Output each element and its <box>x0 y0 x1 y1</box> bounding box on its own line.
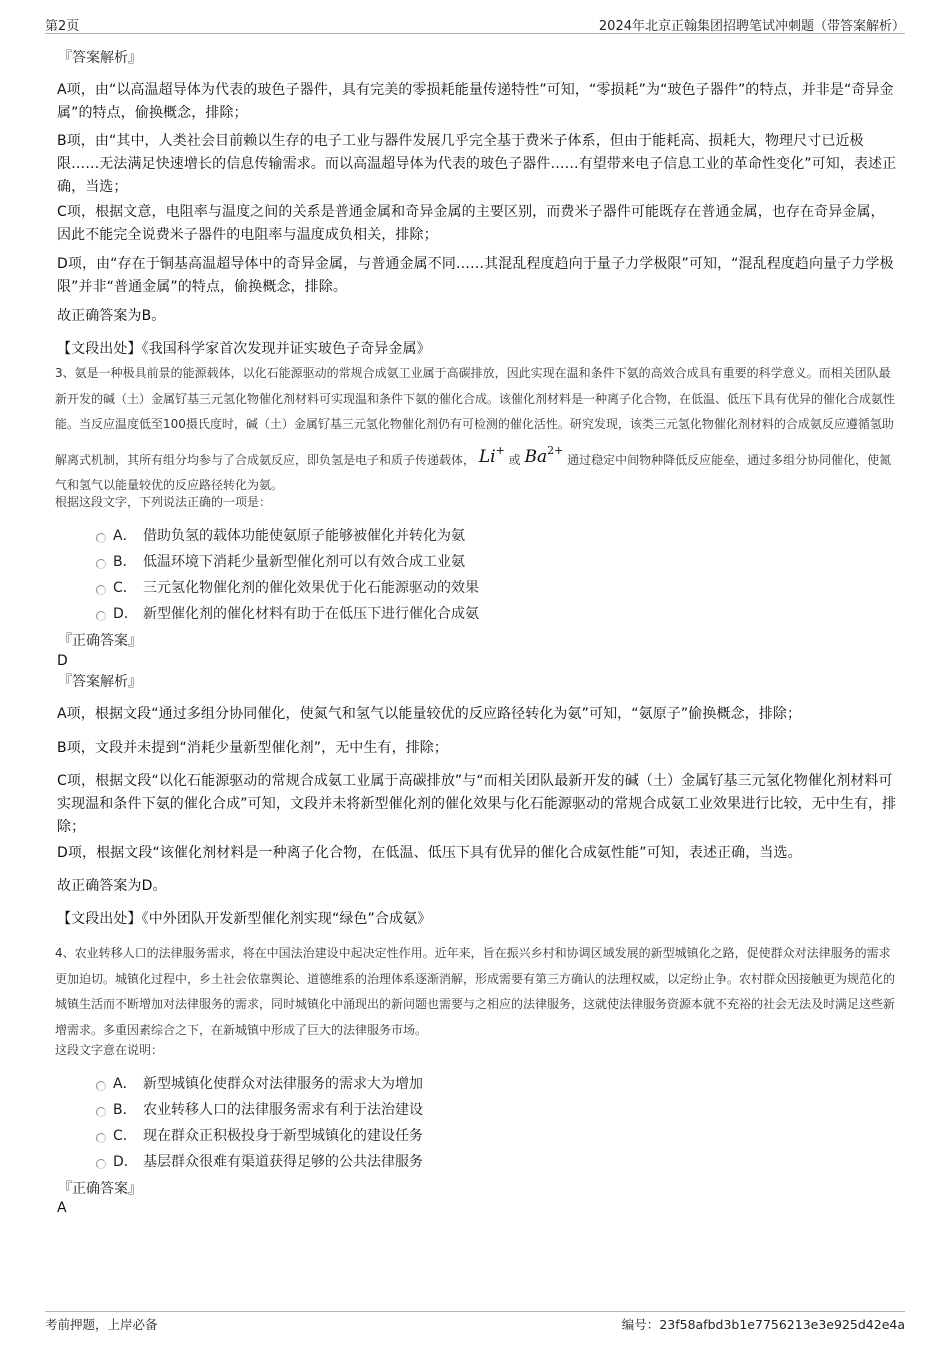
q3-options <box>96 522 479 626</box>
q3-correct-answer: D <box>57 653 68 669</box>
q3-prompt: 根据这段文字，下列说法正确的一项是： <box>55 495 272 509</box>
q4-options <box>96 1070 423 1174</box>
q4-stem: 4、农业转移人口的法律服务需求，将在中国法治建设中起决定性作用。近年来，旨在振兴乡村和协调区域发展的新型城镇化之路，促使群众对法律服务的需求更加迫切。城镇化过程中，乡土社会依靠舆论、道德维系的治理体系逐渐消解，形成需要有第三方确认的法理权威，以定纷止争。农村群众因接触更为规范化的城镇生活而不断增加对法律服务的需求，同时城镇化中涌现出的新问题也需要与之相应的法律服务，这就使法律服务资源本就不充裕的社会无法及时满足这些新增需求。多重因素综合之下，在新城镇中形成了巨大的法律服务市场。 <box>55 946 896 1037</box>
q3-analysis-d: D项，根据文段“该催化剂材料是一种离子化合物，在低温、低压下具有优异的催化合成氨性能”可知，表述正确，当选。 <box>57 845 802 861</box>
page-footer <box>45 1311 905 1335</box>
q2-analysis-label: 『答案解析』 <box>58 50 142 66</box>
q3-or: 或 <box>508 452 521 467</box>
footer-slogan: 考前押题，上岸必备 <box>45 1317 158 1332</box>
radio-icon[interactable] <box>96 1159 106 1169</box>
radio-icon[interactable] <box>96 1107 106 1117</box>
q3-conclusion: 故正确答案为D。 <box>57 878 167 894</box>
radio-icon[interactable] <box>96 1133 106 1143</box>
q4-option-c[interactable]: C． 现在群众正积极投身于新型城镇化的建设任务 <box>96 1122 423 1148</box>
q3-analysis-b: B项，文段并未提到“消耗少量新型催化剂”，无中生有，排除； <box>57 740 449 756</box>
q2-analysis-c: C项，根据文意，电阻率与温度之间的关系是普通金属和奇异金属的主要区别，而费米子器件可能既存在普通金属，也存在奇异金属，因此不能完全说费米子器件的电阻率与温度成负相关，排除； <box>57 204 885 243</box>
q3-source: 【文段出处】《中外团队开发新型催化剂实现“绿色”合成氨》 <box>57 911 432 927</box>
radio-icon[interactable] <box>96 611 106 621</box>
q4-prompt: 这段文字意在说明： <box>55 1043 164 1057</box>
q2-analysis-d: D项，由“存在于铜基高温超导体中的奇异金属，与普通金属不同……其混乱程度趋向于量子力学极限”可知，“混乱程度趋向量子力学极限”并非“普通金属”的特点，偷换概念，排除。 <box>57 256 894 295</box>
q2-analysis-b: B项，由“其中，人类社会目前赖以生存的电子工业与器件发展几乎完全基于费米子体系，但由于能耗高、损耗大，物理尺寸已近极限……无法满足快速增长的信息传输需求。而以高温超导体为代表的玻色子器件……有望带来电子信息工业的革命性变化”可知，表述正确，当选； <box>57 133 897 195</box>
q3-analysis-label: 『答案解析』 <box>58 674 142 690</box>
q3-option-a[interactable]: A． 借助负氢的载体功能使氨原子能够被催化并转化为氨 <box>96 522 479 548</box>
q2-analysis-a: A项，由“以高温超导体为代表的玻色子器件，具有完美的零损耗能量传递特性”可知，“零损耗”为“玻色子器件”的特点，并非是“奇异金属”的特点，偷换概念，排除； <box>57 82 894 121</box>
q3-text-part2: 通过稳定中间物种降低反应能垒，通过多组分协同催化，使氮气和氢气以能量较优的反应路径转化为氨。 <box>55 452 892 492</box>
document-title: 2024年北京正翰集团招聘笔试冲刺题（带答案解析） <box>598 19 905 34</box>
formula-ba-ion: $Ba^{2+}$ <box>524 443 564 467</box>
q4-correct-answer: A <box>57 1200 67 1216</box>
q4-option-d[interactable]: D． 基层群众很难有渠道获得足够的公共法律服务 <box>96 1148 423 1174</box>
page-header <box>45 14 905 34</box>
q4-option-a[interactable]: A． 新型城镇化使群众对法律服务的需求大为增加 <box>96 1070 423 1096</box>
q3-stem <box>55 361 900 499</box>
q2-source: 【文段出处】《我国科学家首次发现并证实玻色子奇异金属》 <box>57 341 431 357</box>
q3-analysis-c: C项，根据文段“以化石能源驱动的常规合成氨工业属于高碳排放”与“而相关团队最新开发的碱（土）金属钌基三元氢化物催化剂材料可实现温和条件下氨的催化合成”可知，文段并未将新型催化剂的催化效果与化石能源驱动的常规合成氨工业效果进行比较，无中生有，排除； <box>57 773 897 835</box>
q3-option-b[interactable]: B． 低温环境下消耗少量新型催化剂可以有效合成工业氨 <box>96 548 479 574</box>
serial-number: 编号：23f58afbd3b1e7756213e3e925d42e4a <box>621 1317 905 1332</box>
q3-analysis-a: A项，根据文段“通过多组分协同催化，使氮气和氢气以能量较优的反应路径转化为氨”可知，“氨原子”偷换概念，排除； <box>57 706 802 722</box>
q3-option-c[interactable]: C． 三元氢化物催化剂的催化效果优于化石能源驱动的效果 <box>96 574 479 600</box>
radio-icon[interactable] <box>96 1081 106 1091</box>
q4-option-b[interactable]: B． 农业转移人口的法律服务需求有利于法治建设 <box>96 1096 423 1122</box>
q2-conclusion: 故正确答案为B。 <box>57 308 166 324</box>
formula-li-ion: Li+ <box>478 443 505 467</box>
q3-correct-label: 『正确答案』 <box>58 633 142 649</box>
page-number: 第2页 <box>45 19 80 34</box>
radio-icon[interactable] <box>96 559 106 569</box>
radio-icon[interactable] <box>96 533 106 543</box>
q3-text-part1: 3、氨是一种极具前景的能源载体，以化石能源驱动的常规合成氨工业属于高碳排放，因此实现在温和条件下氨的高效合成具有重要的科学意义。而相关团队最新开发的碱（土）金属钌基三元氢化物催化剂材料可实现温和条件下氨的催化合成。该催化剂材料是一种离子化合物，在低温、低压下具有优异的催化合成氨性能。当反应温度低至100摄氏度时，碱（土）金属钌基三元氢化物催化剂仍有可检测的催化活性。研究发现，该类三元氢化物催化剂材料的合成氨反应遵循氢助解离式机制，其所有组分均参与了合成氨反应，即负氢是电子和质子传递载体， <box>55 366 896 467</box>
q4-correct-label: 『正确答案』 <box>58 1181 142 1197</box>
radio-icon[interactable] <box>96 585 106 595</box>
q3-option-d[interactable]: D． 新型催化剂的催化材料有助于在低压下进行催化合成氨 <box>96 600 479 626</box>
